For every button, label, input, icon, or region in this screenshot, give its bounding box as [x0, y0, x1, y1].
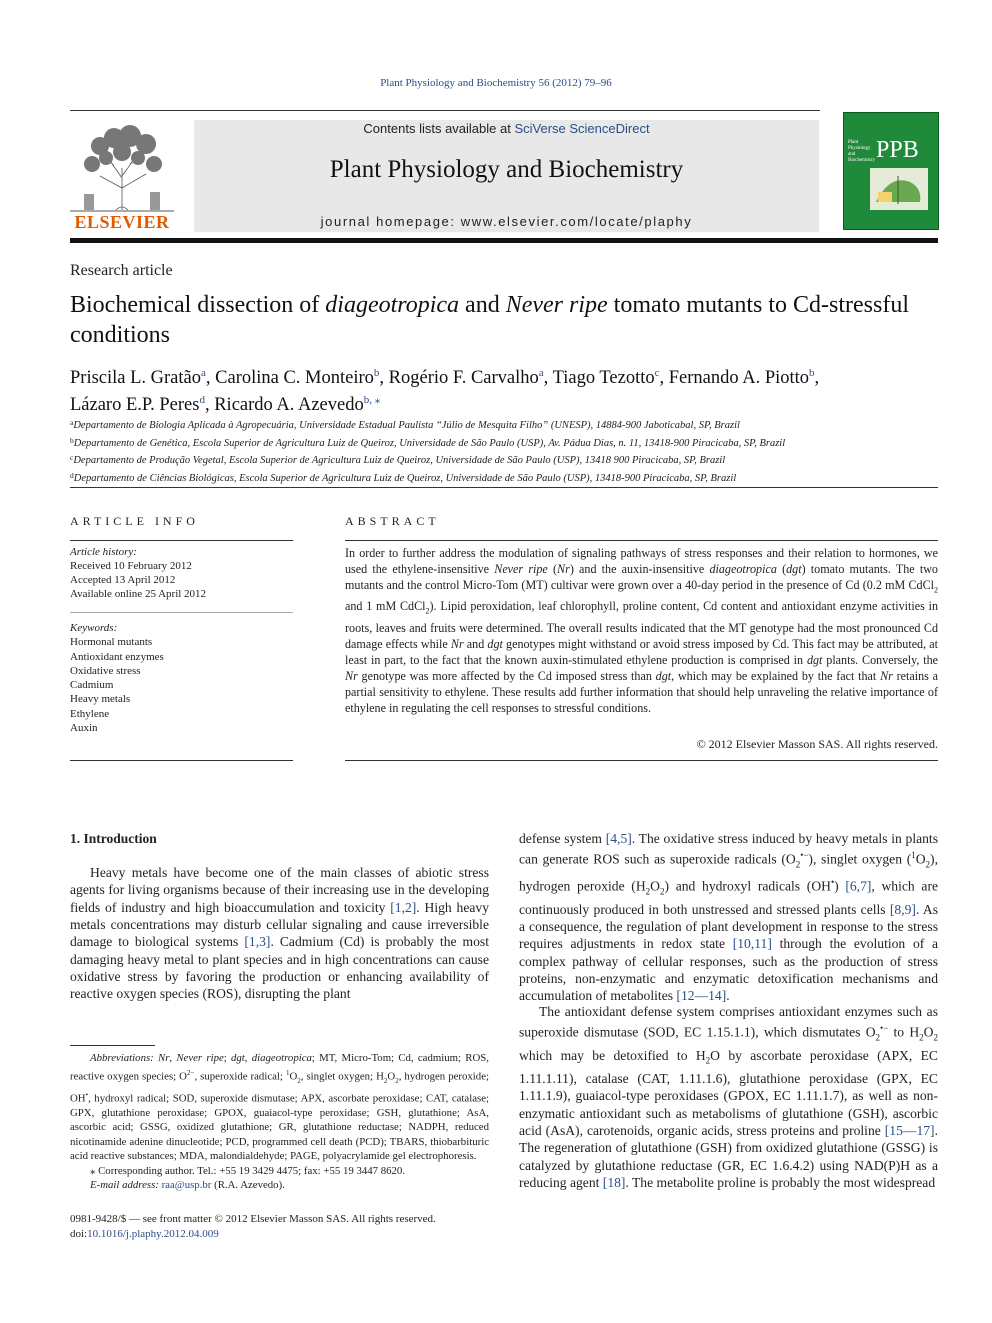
- keyword: Oxidative stress: [70, 664, 141, 677]
- affiliation-label: b: [70, 435, 74, 445]
- author-separator: ,: [543, 368, 553, 388]
- journal-homepage[interactable]: journal homepage: www.elsevier.com/locate/plaphy: [320, 214, 693, 229]
- title-part-italic: Never ripe: [505, 292, 608, 318]
- footnote-rule: [70, 1045, 155, 1046]
- affiliation: [70, 434, 940, 452]
- affiliations: [70, 416, 940, 486]
- author-affil-link[interactable]: b: [373, 367, 380, 379]
- doi-prefix: doi:: [70, 1228, 88, 1240]
- keyword: Heavy metals: [70, 693, 131, 706]
- citation-link[interactable]: [4,5]: [605, 831, 632, 846]
- citation-link[interactable]: [1,2]: [390, 899, 417, 915]
- author-name[interactable]: Rogério F. Carvalho: [388, 368, 539, 388]
- title-part-italic: diageotropica: [325, 292, 460, 318]
- author-affil-link[interactable]: a: [201, 367, 206, 379]
- email-note: [70, 1178, 489, 1193]
- author-name[interactable]: Priscila L. Gratão: [70, 368, 201, 388]
- title-part: and: [459, 292, 506, 318]
- history-item: Available online 25 April 2012: [70, 588, 207, 600]
- author-name[interactable]: Ricardo A. Azevedo: [214, 395, 364, 415]
- author-affil-link[interactable]: b, ⁎: [363, 394, 381, 406]
- affiliation-text: Departamento de Produção Vegetal, Escola Superior de Agricultura Luiz de Queiroz, Universidade de São Paulo (USP), 13418 900 Piracicaba, SP, Brazil: [73, 455, 726, 466]
- divider: [345, 540, 938, 541]
- divider: [345, 760, 938, 761]
- author-name[interactable]: Lázaro E.P. Peres: [70, 395, 200, 415]
- author-affil-link[interactable]: a: [538, 367, 544, 379]
- author-separator: ,: [205, 368, 216, 388]
- introduction-paragraph-continued: defense system [4,5]. The oxidative stress induced by heavy metals in plants can generate ROS such as superoxide radicals $(O_2^{•-})$, singlet oxygen $(^1O_2)$, hydrogen peroxide $(H_2O_2)$ and hydroxyl radicals (OH•) [6,7], which are continuously produced in both unstressed and stressed plants cells [8,9]. As a consequence, the regulation of plant development in response to the stress requires adjustments in redox state [10,11] through the evolution of a complex pathway of cellular responses, such as the production of stress proteins, non-enzymatic and enzymatic detoxification mechanisms and accumulation of metabolites [12—14].: [519, 831, 939, 1004]
- author-name[interactable]: Tiago Tezotto: [552, 368, 655, 388]
- affiliation-label: d: [70, 470, 74, 480]
- abstract-body: In order to further address the modulation of signaling pathways of stress responses and their relation to hormones, we used the ethylene-insensitive Never ripe (Nr) and the auxin-insensitive diageotropica (dgt) tomato mutants. The two mutants and the control Micro-Tom (MT) cultivar were grown over a 40-day period in the presence of Cd (0.2 mM CdCl$_2$ and 1 mM CdCl$_2$). Lipid peroxidation, leaf chlorophyll, proline content, Cd content and antioxidant enzyme activities in roots, leaves and fruits were determined. The overall results indicated that the MT genotype had the most pronounced Cd damage effects while Nr and dgt genotypes might withstand or avoid stress imposed by Cd. This fact may be attributed, at least in part, to the fact that the known auxin-stimulated ethylene production is comprised in dgt plants. Conversely, the Nr genotype was more affected by the Cd imposed stress than dgt, which may be explained by the fact that Nr retains a partial sensitivity to ethylene. These results add further information that should help unraveling the relative importance of ethylene in regulating the cell responses to stressful conditions.: [345, 546, 938, 715]
- citation-link[interactable]: [15—17]: [884, 1123, 935, 1139]
- affiliation: [70, 416, 940, 434]
- contents-line: [194, 121, 819, 136]
- elsevier-wordmark: ELSEVIER: [74, 212, 170, 232]
- introduction-heading: 1. Introduction: [70, 831, 157, 846]
- author-list: [70, 362, 940, 416]
- footnotes: [70, 1051, 489, 1193]
- abstract-copyright: © 2012 Elsevier Masson SAS. All rights reserved.: [696, 737, 938, 751]
- divider: [70, 760, 293, 761]
- issn-line: 0981-9428/$ — see front matter © 2012 Elsevier Masson SAS. All rights reserved.: [70, 1213, 436, 1225]
- header-thick-rule: [70, 238, 938, 243]
- history-item: Received 10 February 2012: [70, 560, 192, 572]
- affiliation-text: Departamento de Genética, Escola Superior de Agricultura Luiz de Queiroz, Universidade de São Paulo (USP), Av. Pádua Dias, n. 11, 13418-900 Piracicaba, SP, Brazil: [73, 437, 786, 449]
- author-name[interactable]: Fernando A. Piotto: [668, 368, 810, 388]
- citation-link[interactable]: [10,11]: [732, 936, 772, 952]
- keyword: Antioxidant enzymes: [70, 650, 164, 663]
- author-separator: ,: [379, 368, 389, 388]
- affiliation-text: Departamento de Biologia Aplicada à Agropecuária, Universidade Estadual Paulista “Júlio de Mesquita Filho” (UNESP), 14884-900 Jaboticabal, SP, Brazil: [73, 420, 740, 431]
- front-matter-footer: [70, 1212, 489, 1242]
- keywords-heading: Keywords:: [70, 622, 118, 634]
- divider: [70, 540, 293, 541]
- affiliation: [70, 469, 940, 487]
- cover-diagram-icon: [870, 168, 928, 210]
- author-name[interactable]: Carolina C. Monteiro: [215, 368, 374, 388]
- article-type: Research article: [70, 262, 173, 279]
- author-separator: ,: [814, 368, 820, 388]
- author-separator: ,: [659, 368, 669, 388]
- keyword: Ethylene: [70, 707, 110, 720]
- author-affil-link[interactable]: c: [654, 367, 660, 379]
- affiliation: [70, 451, 940, 469]
- keywords: [70, 621, 293, 735]
- header-rule: [70, 110, 820, 111]
- author-affil-link[interactable]: d: [199, 394, 205, 406]
- citation-link[interactable]: [6,7]: [845, 878, 872, 894]
- doi-link[interactable]: 10.1016/j.plaphy.2012.04.009: [87, 1228, 219, 1240]
- corresponding-author-note: [70, 1164, 489, 1179]
- author-affil-link[interactable]: b: [809, 367, 815, 379]
- citation-link[interactable]: [18]: [602, 1175, 626, 1191]
- cover-acronym: PPB: [876, 137, 919, 163]
- citation-link[interactable]: [8,9]: [889, 901, 916, 917]
- keyword: Hormonal mutants: [70, 636, 153, 649]
- abstract-heading: ABSTRACT: [345, 514, 440, 528]
- doi-line: [70, 1227, 489, 1242]
- article-title: [70, 290, 930, 350]
- email-link[interactable]: raa@usp.br: [161, 1179, 212, 1192]
- journal-citation[interactable]: Plant Physiology and Biochemistry 56 (2012) 79–96: [380, 77, 612, 89]
- contents-prefix: Contents lists available at: [363, 121, 515, 136]
- history-heading: Article history:: [70, 546, 137, 558]
- asterisk-icon: ⁎: [90, 1164, 99, 1177]
- email-label: E-mail address:: [90, 1179, 162, 1192]
- cover-journal-name: Plant Physiology and Biochemistry: [848, 140, 875, 163]
- corresponding-text: Corresponding author. Tel.: +55 19 3429 4475; fax: +55 19 3447 8620.: [98, 1164, 406, 1177]
- title-part: Biochemical dissection of: [70, 292, 326, 318]
- keyword: Cadmium: [70, 679, 114, 692]
- citation-link[interactable]: [1,3]: [244, 934, 271, 950]
- title-part: tomato mutants to Cd-stressful conditions: [70, 292, 909, 348]
- article-history: [70, 545, 293, 601]
- abbreviations-footnote: Abbreviations: Nr, Never ripe; dgt, diageotropica; MT, Micro-Tom; Cd, cadmium; ROS, reactive oxygen species; $O^{2-}$, superoxide radical; $^1O_2$, singlet oxygen; $H_2O_2$, hydrogen peroxide; OH•, hydroxyl radical; SOD, superoxide dismutase; APX, ascorbate peroxidase; CAT, catalase; GPX, glutathione peroxidase; GPOX, guaiacol-type peroxidase; GSH, glutathione; AsA, ascorbic acid; GSSG, oxidized glutathione; GR, glutathione reductase; NADPH, reduced nicotinamide adenine dinucleotide; PCD, programmed cell death (PCD); TBARS, thiobarbituric acid reactive substances; MDA, malondialdehyde; PAGE, polyacrylamide gel electrophoresis.: [70, 1052, 489, 1163]
- introduction-paragraph: The antioxidant defense system comprises antioxidant enzymes such as superoxide dismutase (SOD, EC 1.15.1.1), which dismutates $O_2^{•-}$ to $H_2O_2$ which may be detoxified to $H_2O$ by ascorbate peroxidase (APX, EC 1.11.1.11), catalase (CAT, 1.11.1.6), glutathione peroxidase (GPX, EC 1.11.1.9), guaiacol-type peroxidases (GPOX, EC 1.11.1.7), as well as non-enzymatic antioxidant such as metabolisms of glutathione (GSH), ascorbic acid (AsA), carotenoids, organic acids, stress proteins and proline [15—17]. The regeneration of glutathione (GSH) from oxidized glutathione (GSSG) is catalyzed by glutathione reductase (GR, EC 1.6.4.2) using NAD(P)H as a reducing agent [18]. The metabolite proline is probably the most widespread: [519, 1004, 938, 1191]
- affiliation-label: a: [70, 418, 74, 427]
- affiliation-text: Departamento de Ciências Biológicas, Escola Superior de Agricultura Luiz de Queiroz, Universidade de São Paulo (USP), 13418-900 Piracicaba, SP, Brazil: [73, 472, 737, 484]
- divider: [70, 487, 938, 488]
- citation-link[interactable]: [12—14]: [676, 988, 727, 1004]
- sciencedirect-link[interactable]: SciVerse ScienceDirect: [514, 121, 650, 136]
- journal-title: Plant Physiology and Biochemistry: [329, 156, 684, 183]
- divider: [70, 612, 293, 613]
- author-separator: ,: [204, 395, 215, 415]
- email-suffix: (R.A. Azevedo).: [211, 1179, 285, 1192]
- history-item: Accepted 13 April 2012: [70, 574, 176, 586]
- affiliation-label: c: [70, 453, 74, 462]
- keyword: Auxin: [70, 722, 98, 735]
- introduction-paragraph: Heavy metals have become one of the main classes of abiotic stress agents for living organisms because of their increasing use in the developing fields of industry and high bioaccumulation and toxicity [1,2]. High heavy metals concentrations may disturb cellular signaling and cause irreversible damage to biological systems [1,3]. Cadmium (Cd) is probably the most damaging heavy metal to plant species and in high concentrations can cause oxidative stress by favoring the production or enhancing availability of reactive oxygen species (ROS), disrupting the plant: [70, 865, 489, 1002]
- article-info-heading: ARTICLE INFO: [70, 514, 199, 528]
